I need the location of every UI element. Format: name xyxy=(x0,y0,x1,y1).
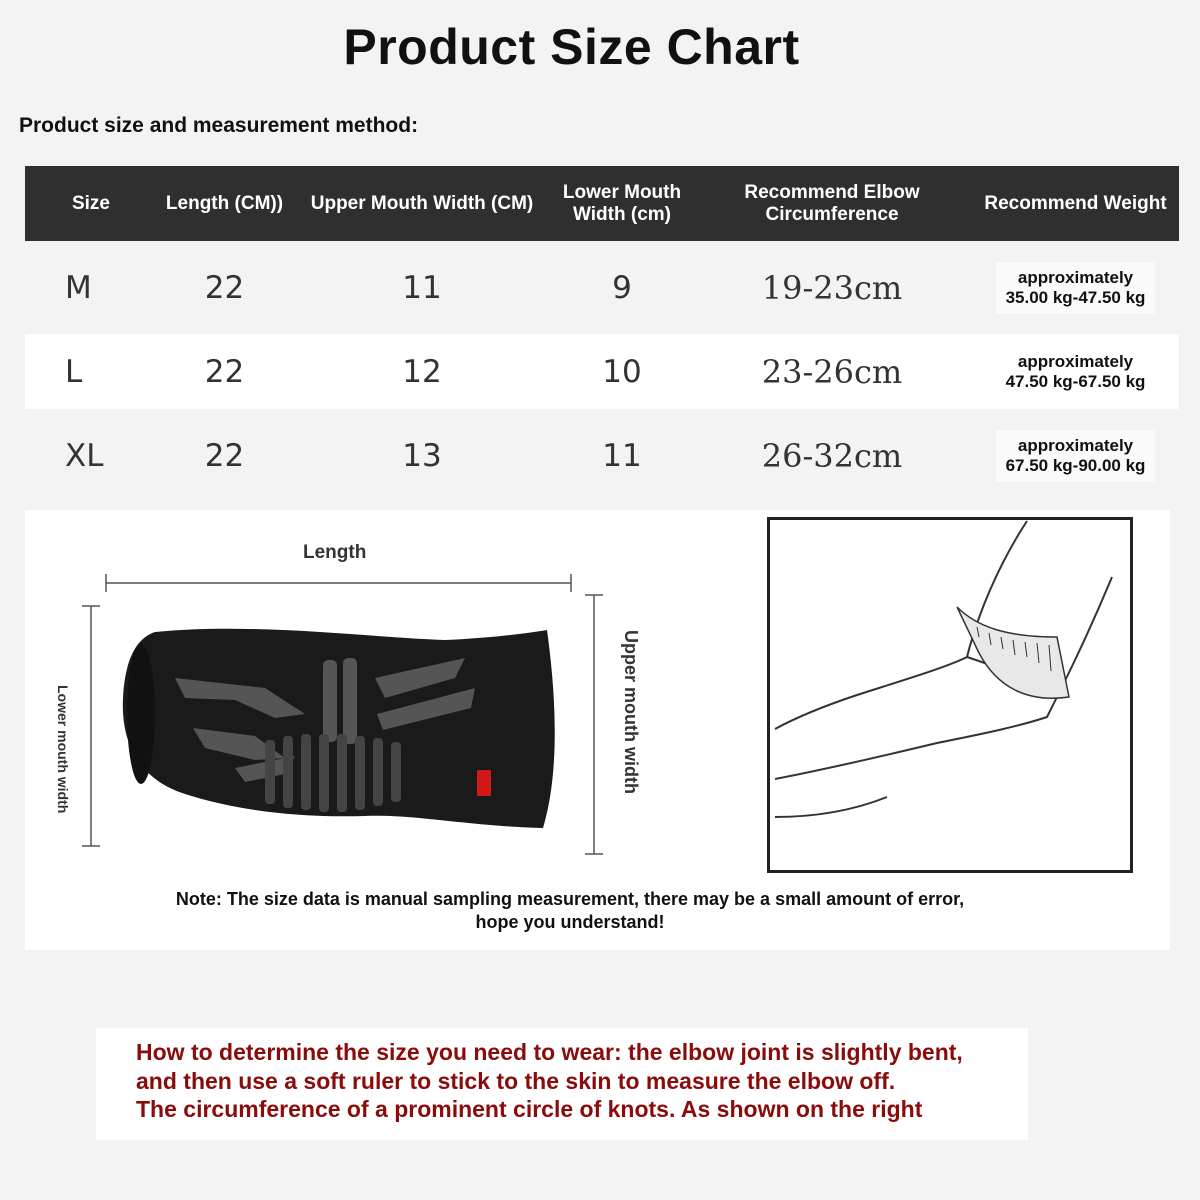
note-line-1: Note: The size data is manual sampling measurement, there may be a small amount of error, xyxy=(175,889,965,909)
header-size: Size xyxy=(71,192,111,214)
table-row xyxy=(25,418,1179,493)
header-lower-width: Lower Mouth Width (cm) xyxy=(562,181,682,225)
cell-circumference: 26-32cm xyxy=(761,436,903,475)
cell-lower: 10 xyxy=(602,353,642,390)
section-subtitle: Product size and measurement method: xyxy=(19,114,419,137)
elbow-sleeve-image xyxy=(115,618,575,838)
weight-line-2: 67.50 kg-90.00 kg xyxy=(1005,455,1146,475)
instruction-box xyxy=(96,1028,1028,1140)
weight-line-1: approximately xyxy=(1017,351,1134,371)
header-length: Length (CM)) xyxy=(165,192,284,214)
cell-lower: 9 xyxy=(612,269,632,306)
header-upper-width: Upper Mouth Width (CM) xyxy=(310,192,534,214)
upper-mouth-width-label: Upper mouth width xyxy=(621,630,641,794)
measurement-note xyxy=(140,888,1000,934)
weight-line-1: approximately xyxy=(1017,267,1134,287)
instruction-text xyxy=(136,1038,1016,1124)
length-label: Length xyxy=(303,542,367,563)
arm-measurement-illustration xyxy=(767,517,1135,875)
weight-line-2: 35.00 kg-47.50 kg xyxy=(1005,287,1146,307)
header-circumference: Recommend Elbow Circumference xyxy=(744,181,920,225)
note-line-2: hope you understand! xyxy=(475,912,665,932)
logo-icon xyxy=(477,770,491,796)
cell-circumference: 19-23cm xyxy=(761,268,903,307)
weight-line-2: 47.50 kg-67.50 kg xyxy=(1005,371,1146,391)
table-row xyxy=(25,334,1179,409)
cell-length: 22 xyxy=(204,269,245,306)
size-table xyxy=(25,166,1179,493)
cell-size: L xyxy=(65,353,83,390)
cell-upper: 11 xyxy=(402,269,442,306)
cell-upper: 12 xyxy=(402,353,442,390)
instruction-line-2: and then use a soft ruler to stick to the skin to measure the elbow off. xyxy=(136,1067,896,1094)
instruction-line-1: How to determine the size you need to wear: the elbow joint is slightly bent, xyxy=(136,1039,963,1065)
cell-weight xyxy=(972,346,1179,398)
cell-lower: 11 xyxy=(602,437,642,474)
cell-size: M xyxy=(65,269,92,306)
cell-weight xyxy=(972,262,1179,314)
cell-weight xyxy=(972,430,1179,482)
header-weight: Recommend Weight xyxy=(984,192,1167,214)
cell-size: XL xyxy=(65,437,104,474)
cell-length: 22 xyxy=(204,437,245,474)
cell-circumference: 23-26cm xyxy=(761,352,903,391)
lower-mouth-width-label: Lower mouth width xyxy=(55,685,71,814)
instruction-line-3: The circumference of a prominent circle of knots. As shown on the right xyxy=(136,1096,923,1122)
table-header xyxy=(25,166,1179,241)
table-row xyxy=(25,250,1179,325)
cell-upper: 13 xyxy=(402,437,442,474)
cell-length: 22 xyxy=(204,353,245,390)
page-title: Product Size Chart xyxy=(343,19,800,75)
weight-line-1: approximately xyxy=(1017,435,1134,455)
